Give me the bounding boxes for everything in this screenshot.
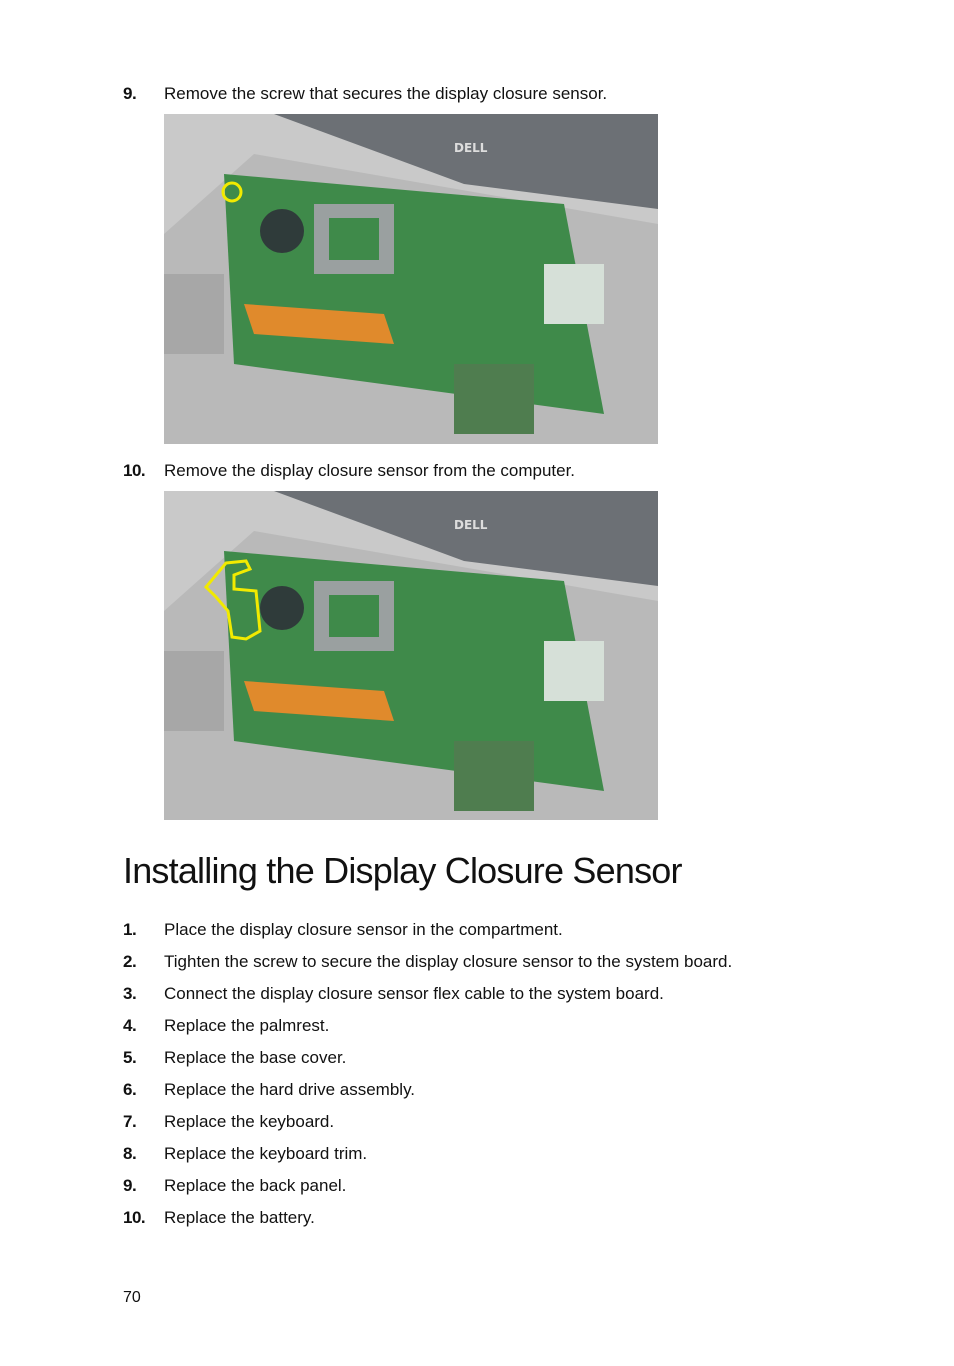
step-text: Remove the display closure sensor from the computer.	[164, 461, 576, 480]
section-heading: Installing the Display Closure Sensor	[123, 850, 682, 891]
step-number: 10.	[123, 461, 146, 480]
list-item: 10. Replace the battery.	[123, 1208, 315, 1227]
list-item: 7. Replace the keyboard.	[123, 1112, 335, 1131]
list-item: 4. Replace the palmrest.	[123, 1016, 330, 1035]
photo-remove-sensor	[164, 491, 658, 820]
photo-remove-screw	[164, 114, 658, 444]
list-item: 8. Replace the keyboard trim.	[123, 1144, 368, 1163]
step-number: 9.	[123, 84, 137, 103]
step-text: Remove the screw that secures the display closure sensor.	[164, 84, 608, 103]
step-10	[123, 461, 575, 481]
photo-logo: DELL	[454, 141, 488, 155]
step-9	[123, 84, 607, 104]
list-item: 6. Replace the hard drive assembly.	[123, 1080, 416, 1099]
list-item: 9. Replace the back panel.	[123, 1176, 347, 1195]
install-steps-list	[123, 920, 732, 1240]
page-number: 70	[123, 1289, 141, 1306]
list-item: 3. Connect the display closure sensor flex cable to the system board.	[123, 984, 664, 1003]
photo-logo: DELL	[454, 518, 488, 532]
list-item: 1. Place the display closure sensor in the compartment.	[123, 920, 563, 939]
list-item: 5. Replace the base cover.	[123, 1048, 347, 1067]
list-item: 2. Tighten the screw to secure the display closure sensor to the system board.	[123, 952, 733, 971]
